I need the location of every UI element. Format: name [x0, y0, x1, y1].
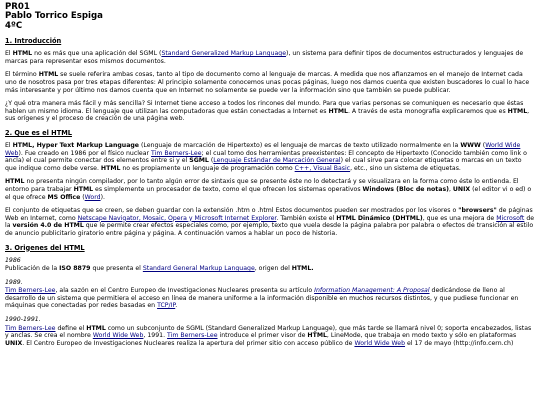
- section-title-introduccion: 1. Introducción: [5, 37, 62, 46]
- year-1990-1991: 1990-1991.: [5, 316, 41, 324]
- link-tcp-ip[interactable]: TCP/IP: [157, 302, 176, 310]
- link-standard-general-markup[interactable]: Standard General Markup Language: [142, 265, 255, 273]
- link-tim-berners-lee[interactable]: Tim Berners-Lee: [5, 287, 56, 295]
- link-tim-berners-lee[interactable]: Tim Berners-Lee: [151, 149, 202, 157]
- paragraph-1990: Tim Berners-Lee define el HTML como un subconjunto de SGML (Standard Generalized Markup Language), que más tarde se llamará nivel 0; soporta encabezados, listas y anclas. Se crea el nombre World Wide Web, 1991. Tim Berners-Lee introduce el primer visor de HTML, LineMode, que trabaja en modo texto y sólo en plataformas UNIX. El Centro Europeo de Investigaciones Nucleares realiza la apertura del primer sitio con acceso público de World Wide Web el 17 de mayo (http://info.cern.ch): [5, 324, 532, 347]
- link-information-management[interactable]: Information Management: A Proposal: [314, 287, 430, 295]
- link-world-wide-web[interactable]: World Wide Web: [92, 332, 144, 340]
- link-word[interactable]: Word: [84, 193, 101, 201]
- link-tim-berners-lee[interactable]: Tim Berners-Lee: [167, 332, 218, 340]
- author-name: Pablo Torrico Espiga: [5, 11, 103, 22]
- section-title-que-es-html: 2. Que es el HTML: [5, 128, 72, 137]
- paragraph-intro-3: ¿Y qué otra manera más fácil y más sencilla? Si Internet tiene acceso a todos los rincones del mundo. Para que varias personas se comuniquen es necesario que éstas hablen un mismo idioma. El lenguaje que utilizan las computadoras que están conectadas a Internet es HTML. A través de esta monografía explicaremos que es HTML, sus orígenes y el proceso de creación de una página web.: [5, 100, 530, 123]
- paragraph-intro-2: El término HTML se suele referira ambas cosas, tanto al tipo de documento como al lenguaje de marcas. A medida que nos afianzamos en el manejo de Internet cada uno de nosotros pasa por tres etapas diferentes: Al principio solamente conocemos unas pocas páginas, luego nos damos cuenta que existen buscadores lo cual lo hace más interesante y por último nos damos cuenta que en Internet no solamente se puede ver la información sino que también se puede publicar.: [5, 71, 530, 94]
- link-world-wide-web[interactable]: World Wide Web: [5, 141, 521, 157]
- link-world-wide-web[interactable]: World Wide Web: [354, 339, 406, 347]
- doc-code: PR01: [5, 2, 30, 12]
- paragraph-1986: Publicación de la ISO 8879 que presenta el Standard General Markup Language, origen del HTML.: [5, 265, 314, 273]
- paragraph-html-2: HTML no presenta ningún compilador, por lo tanto algún error de sintaxis que se presente éste no lo detectará y se visualizara en la forma como éste lo entienda. El entorno para trabajar HTML es simplemente un procesador de texto, como el que ofrecen los sistemas operativos Windows (Bloc de notas), UNIX (el editor vi o ed) o el que ofrece MS Office (Word).: [5, 178, 532, 201]
- link-browsers[interactable]: Netscape Navigator, Mosaic, Opera y Microsoft Internet Explorer: [77, 214, 277, 222]
- link-tim-berners-lee[interactable]: Tim Berners-Lee: [5, 324, 56, 332]
- link-sgml[interactable]: Standard Generalized Markup Language: [161, 50, 287, 58]
- link-microsoft[interactable]: Microsoft: [496, 214, 525, 222]
- paragraph-html-3: El conjunto de etiquetas que se creen, se deben guardar con la extensión .htm o .html Estos documentos pueden ser mostrados por los visores o "browsers" de páginas Web en Internet, como Netscape Navigator, Mosaic, Opera y Microsoft Internet Explorer. También existe el HTML Dinámico (DHTML), que es una mejora de Microsoft de la versión 4.0 de HTML que le permite crear efectos especiales como, por ejemplo, texto que vuela desde la página palabra por palabra o efectos de transición al estilo de anuncio publicitario giratorio entre página y página. A continuación vamos a hablar un poco de historia.: [5, 207, 535, 237]
- link-cpp-visual-basic[interactable]: C++, Visual Basic: [294, 164, 351, 172]
- section-title-origenes: 3. Origenes del HTML: [5, 243, 85, 252]
- paragraph-intro-1: El HTML no es más que una aplicación del SGML (Standard Generalized Markup Language), un sistema para definir tipos de documentos estructurados y lenguajes de marcas para representar esos mismos documentos.: [5, 50, 524, 65]
- paragraph-1989: Tim Berners-Lee, ala sazón en el Centro Europeo de Investigaciones Nucleares presenta su artículo Information Management: A Proposal dedicándose de lleno al desarrollo de un sistema que permitiera el acceso en línea de manera uniforme a la información disponible en muchos recursos distintos, y que pudiese funcionar en máquinas que conectadas por redes basadas en TCP/IP.: [5, 287, 519, 310]
- course: 4ºC: [5, 20, 23, 31]
- paragraph-html-1: El HTML, Hyper Text Markup Language (Lenguaje de marcación de Hipertexto) es el lenguaje de marcas de texto utilizado normalmente en la WWW (World Wide Web). Fue creado en 1986 por el físico nuclear Tim Berners-Lee; el cual tomo dos herramientas preexistentes: El concepto de Hipertexto (Conocido también como link o ancla) el cual permite conectar dos elementos entre si y el SGML (Lenguaje Estándar de Marcación General) el cual sirve para colocar etiquetas o marcas en un texto que indique como debe verse. HTML no es propiamente un lenguaje de programación como C++, Visual Basic, etc., sino un sistema de etiquetas.: [5, 141, 527, 172]
- year-1989: 1989.: [5, 278, 23, 286]
- year-1986: 1986: [5, 256, 21, 264]
- link-lenguaje-estandar[interactable]: Lenguaje Estándar de Marcación General: [213, 157, 341, 165]
